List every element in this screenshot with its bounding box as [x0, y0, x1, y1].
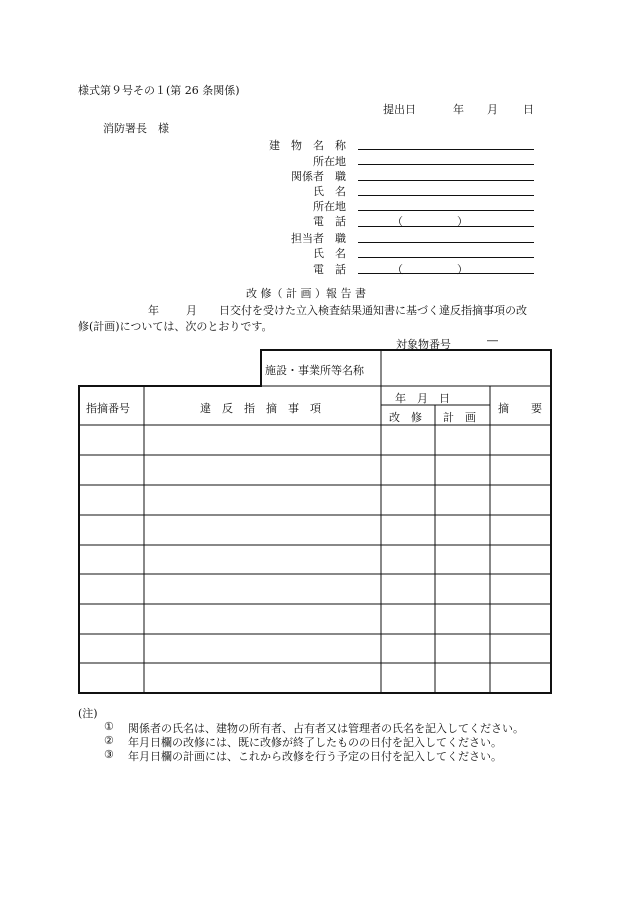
recipient-label: 消防署長 様 — [103, 122, 169, 135]
submit-date-day: 日 — [523, 103, 534, 116]
column-header-remarks: 摘 要 — [498, 402, 542, 415]
body-year: 年 — [148, 304, 159, 317]
name-label-2: 氏 名 — [313, 247, 346, 260]
submit-date-year: 年 — [453, 103, 464, 116]
form-number-label: 様式第９号その１(第 26 条関係) — [78, 84, 240, 97]
column-header-index: 指摘番号 — [86, 402, 130, 415]
facility-name-label: 施設・事業所等名称 — [265, 364, 364, 377]
target-number-label: 対象物番号 — [396, 338, 451, 351]
note-text-1: 関係者の氏名は、建物の所有者、占有者又は管理者の氏名を記入してください。 — [128, 722, 524, 735]
submit-date-label: 提出日 — [383, 103, 416, 116]
body-month: 月 — [186, 304, 197, 317]
facility-name-field[interactable] — [382, 351, 550, 385]
submit-date-month: 月 — [487, 103, 498, 116]
note-mark-3: ③ — [104, 748, 114, 761]
person-in-charge-title-label: 担当者 職 — [291, 232, 346, 245]
phone-paren-open-1: （ — [392, 215, 403, 228]
phone-paren-close-1: ） — [457, 215, 468, 228]
name-label-1: 氏 名 — [313, 185, 346, 198]
note-mark-2: ② — [104, 734, 114, 747]
note-mark-1: ① — [104, 720, 114, 733]
phone-paren-open-2: （ — [392, 263, 403, 276]
report-title: 改 修（ 計 画 ）報 告 書 — [246, 287, 366, 300]
body-line-1: 日交付を受けた立入検査結果通知書に基づく違反指摘事項の改 — [219, 304, 527, 317]
note-text-3: 年月日欄の計画には、これから改修を行う予定の日付を記入してください。 — [128, 750, 502, 763]
column-header-plan: 計 画 — [443, 411, 476, 424]
body-line-2: 修(計画)については、次のとおりです。 — [78, 320, 273, 333]
phone-paren-close-2: ） — [457, 263, 468, 276]
column-header-repair: 改 修 — [389, 411, 422, 424]
column-header-date: 年 月 日 — [395, 392, 450, 405]
phone-label-1: 電 話 — [313, 215, 346, 228]
building-name-label: 建 物 名 称 — [269, 139, 346, 152]
column-header-violation-items: 違 反 指 摘 事 項 — [200, 402, 321, 415]
target-number-dash: ― — [487, 334, 498, 347]
location-label-2: 所在地 — [313, 200, 346, 213]
related-person-title-label: 関係者 職 — [291, 170, 346, 183]
location-label-1: 所在地 — [313, 155, 346, 168]
phone-label-2: 電 話 — [313, 263, 346, 276]
notes-heading: (注) — [78, 707, 98, 720]
note-text-2: 年月日欄の改修には、既に改修が終了したものの日付を記入してください。 — [128, 736, 502, 749]
